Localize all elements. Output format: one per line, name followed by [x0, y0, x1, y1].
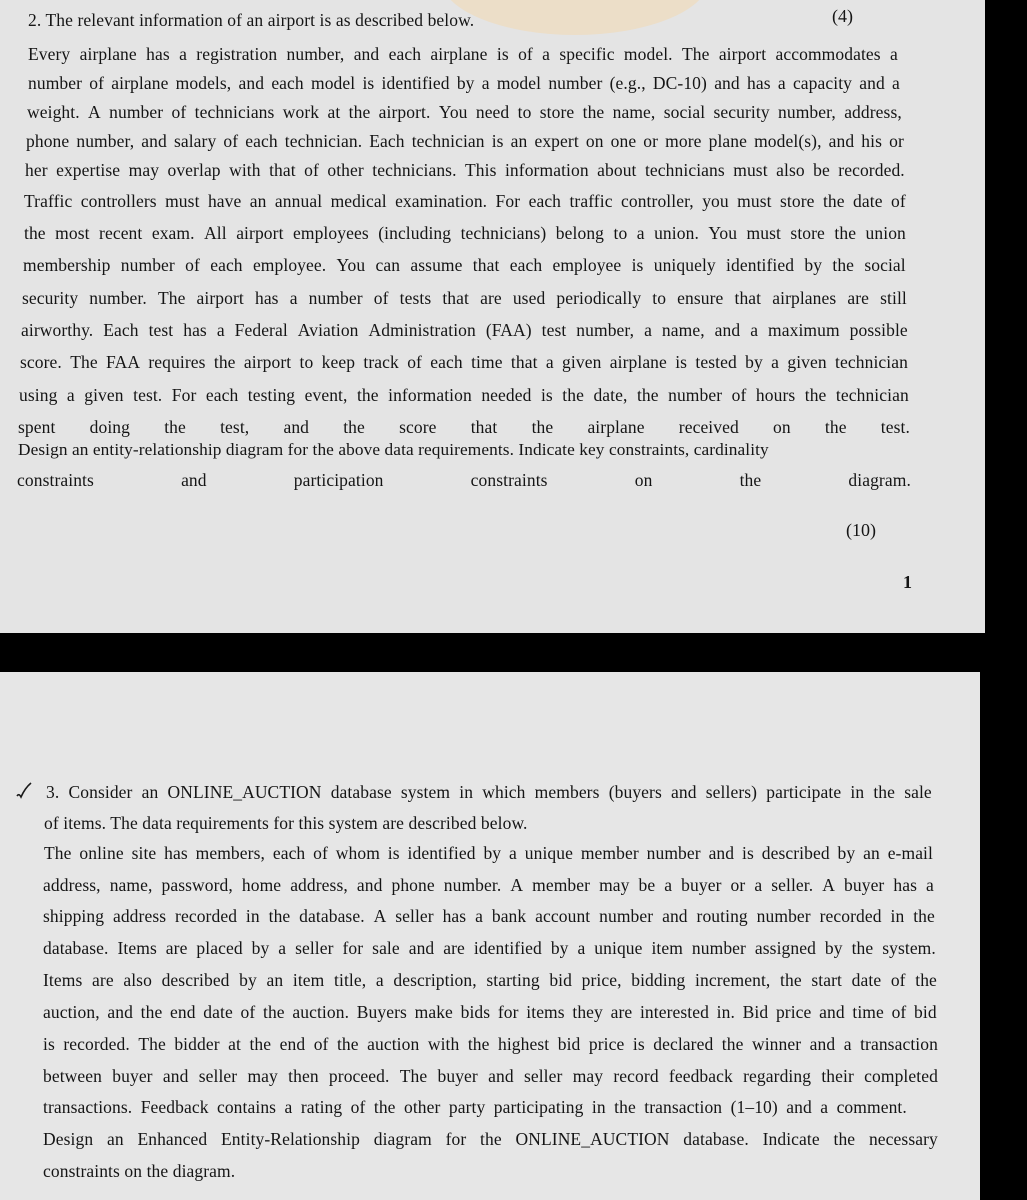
q2-line-9: security number. The airport has a number of tests that are used periodically to ensure that airplanes are still — [22, 288, 907, 308]
q2-line-14: Design an entity-relationship diagram for the above data requirements. Indicate key constraints, cardinality — [18, 440, 769, 459]
q2-line-12: using a given test. For each testing event, the information needed is the date, the number of hours the technician — [19, 385, 909, 405]
q3-line-2: of items. The data requirements for this system are described below. — [44, 813, 528, 833]
q2-marks: (10) — [846, 520, 876, 540]
q2-line-7: the most recent exam. All airport employees (including technicians) belong to a union. You must store the union — [24, 223, 906, 243]
q3-line-12: Design an Enhanced Entity-Relationship diagram for the ONLINE_AUCTION database. Indicate the necessary — [43, 1129, 938, 1149]
q3-line-4: address, name, password, home address, and phone number. A member may be a buyer or a seller. A buyer has a — [43, 875, 934, 895]
q3-line-9: is recorded. The bidder at the end of the auction with the highest bid price is declared the winner and a transaction — [43, 1034, 938, 1054]
q3-line-5: shipping address recorded in the database. A seller has a bank account number and routing number recorded in the — [43, 906, 935, 926]
q2-line-13: spent doing the test, and the score that the airplane received on the test. — [18, 417, 910, 437]
q2-line-4: phone number, and salary of each technician. Each technician is an expert on one or more plane model(s), and his or — [26, 131, 904, 151]
checkmark-icon — [16, 782, 32, 804]
q2-line-2: number of airplane models, and each model is identified by a model number (e.g., DC-10) and has a capacity and a — [28, 73, 900, 93]
q3-line-13: constraints on the diagram. — [43, 1161, 236, 1181]
q2-line-10: airworthy. Each test has a Federal Aviation Administration (FAA) test number, a name, and a maximum possible — [21, 320, 908, 340]
q2-header: 2. The relevant information of an airport is as described below. — [28, 10, 475, 30]
q3-line-3: The online site has members, each of whom is identified by a unique member number and is described by an e-mail — [44, 843, 933, 863]
q3-line-8: auction, and the end date of the auction. Buyers make bids for items they are interested in. Bid price and time of bid — [43, 1002, 937, 1022]
page-number: 1 — [903, 572, 912, 592]
page-2 — [0, 672, 980, 1200]
camera-glare — [440, 0, 710, 35]
q3-line-11: transactions. Feedback contains a rating of the other party participating in the transaction (1–10) and a comment. — [43, 1097, 907, 1117]
q2-line-15: constraints and participation constraints on the diagram. — [17, 470, 911, 490]
q2-line-1: Every airplane has a registration number, and each airplane is of a specific model. The airport accommodates a — [28, 44, 898, 64]
q2-line-3: weight. A number of technicians work at the airport. You need to store the name, social security number, address, — [27, 102, 902, 122]
q3-line-1: 3. Consider an ONLINE_AUCTION database system in which members (buyers and sellers) participate in the sale — [46, 782, 932, 802]
q3-line-10: between buyer and seller may then proceed. The buyer and seller may record feedback regarding their completed — [43, 1066, 938, 1086]
q3-line-6: database. Items are placed by a seller for sale and are identified by a unique item number assigned by the system. — [43, 938, 936, 958]
q2-line-5: her expertise may overlap with that of other technicians. This information about technicians must also be recorded. — [25, 160, 905, 180]
q2-line-11: score. The FAA requires the airport to keep track of each time that a given airplane is tested by a given technician — [20, 352, 908, 372]
q2-line-8: membership number of each employee. You can assume that each employee is uniquely identified by the social — [23, 255, 906, 275]
q3-line-7: Items are also described by an item title, a description, starting bid price, bidding increment, the start date of the — [43, 970, 937, 990]
q2-line-6: Traffic controllers must have an annual medical examination. For each traffic controller, you must store the date of — [24, 191, 906, 211]
q2-marks-top: (4) — [832, 6, 853, 26]
